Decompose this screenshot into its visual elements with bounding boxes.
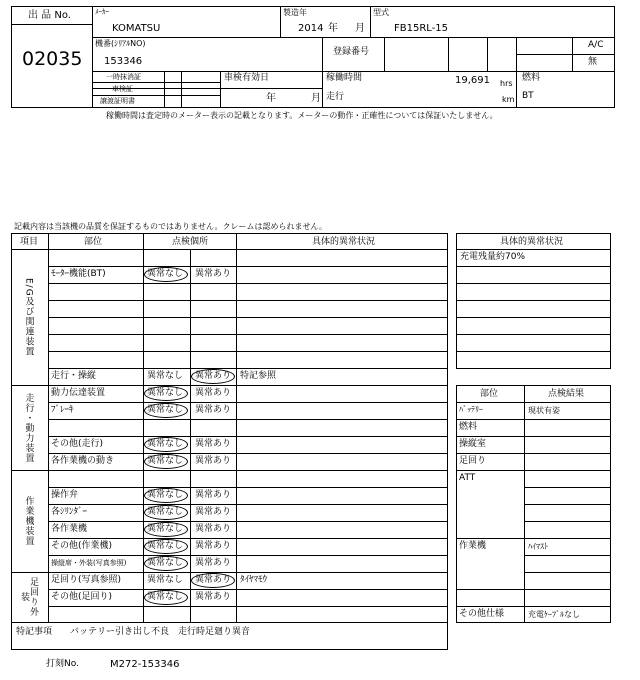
table-rule xyxy=(11,233,12,622)
ok-option: 異常なし xyxy=(147,507,184,517)
table-rule xyxy=(456,436,610,437)
circle-mark-icon xyxy=(144,505,188,520)
ng-option: 異常あり xyxy=(195,405,232,415)
ok-option: 異常なし xyxy=(147,388,184,398)
ok-option: 異常なし xyxy=(147,592,184,602)
ng-option: 異常あり xyxy=(195,507,232,517)
ng-option: 異常あり xyxy=(195,371,232,381)
ok-option: 異常なし xyxy=(147,490,184,500)
row-part: 各ｼﾘﾝﾀﾞｰ xyxy=(51,507,88,517)
row-part: 足回り(写真参照) xyxy=(51,575,122,585)
row-rule xyxy=(48,521,447,522)
row-part: ﾌﾞﾚｰｷ xyxy=(51,405,74,415)
table-rule xyxy=(456,453,610,454)
serial-value: 153346 xyxy=(104,56,143,67)
header-part: 部位 xyxy=(84,237,103,247)
ng-option: 異常あり xyxy=(195,269,232,279)
ng-option: 異常あり xyxy=(195,575,232,585)
result-row-part: 作業機 xyxy=(459,541,487,551)
row-detail: ﾀｲﾔﾏﾓｳ xyxy=(240,575,268,585)
ok-option: 異常なし xyxy=(147,439,184,449)
result-row-part: 燃料 xyxy=(459,422,478,432)
year-label: 製造年 xyxy=(283,8,307,17)
ng-option: 異常あり xyxy=(195,524,232,534)
section-rule xyxy=(11,572,447,573)
ok-option: 異常なし xyxy=(147,269,184,279)
row-part: 動力伝達装置 xyxy=(51,388,106,398)
ng-option: 異常あり xyxy=(195,558,232,568)
result-row-value: 現状有姿 xyxy=(528,406,560,415)
table-rule xyxy=(524,487,610,488)
header-check: 点検個所 xyxy=(172,237,209,247)
section-label-2: 作業機装置 xyxy=(23,496,34,546)
row-rule xyxy=(48,487,447,488)
table-rule xyxy=(610,233,611,369)
section-rule xyxy=(11,470,447,471)
result-row-part: 操縦室 xyxy=(459,439,487,449)
ng-option: 異常あり xyxy=(195,592,232,602)
section-label-1: 走行・動力装置 xyxy=(23,392,34,463)
registration-label: 登録番号 xyxy=(333,47,370,57)
ok-option: 異常なし xyxy=(147,575,184,585)
table-rule xyxy=(456,622,610,623)
ok-option: 異常なし xyxy=(147,456,184,466)
row-rule xyxy=(48,555,447,556)
row-rule xyxy=(48,453,447,454)
table-rule xyxy=(524,572,610,573)
row-rule xyxy=(48,283,447,284)
month-unit: 月 xyxy=(355,23,365,34)
result-row-part: ATT xyxy=(459,473,476,483)
row-rule xyxy=(48,436,447,437)
table-rule xyxy=(456,266,610,267)
row-rule xyxy=(48,300,447,301)
result-row-part: 足回り xyxy=(459,456,487,466)
section-rule xyxy=(11,385,447,386)
ac-value: 無 xyxy=(588,57,598,67)
table-rule xyxy=(456,233,457,369)
circle-mark-icon xyxy=(144,488,188,503)
row-rule xyxy=(48,317,447,318)
abnormality-header: 具体的異常状況 xyxy=(500,237,564,247)
lot-label: 出 品 No. xyxy=(28,10,71,21)
circle-mark-icon xyxy=(144,522,188,537)
year-value: 2014 xyxy=(298,23,324,34)
row-part: 各作業機の動き xyxy=(51,456,115,466)
row-rule xyxy=(48,402,447,403)
remarks-label: 特記事項 xyxy=(16,627,53,637)
table-rule xyxy=(524,385,525,623)
result-row-value: ﾊｲﾏｽﾄ xyxy=(528,542,548,551)
result-header-result: 点検結果 xyxy=(548,389,585,399)
row-rule xyxy=(48,606,447,607)
row-part: その他(走行) xyxy=(51,439,104,449)
table-rule xyxy=(524,555,610,556)
table-rule xyxy=(456,606,610,607)
year-unit: 年 xyxy=(328,23,338,34)
row-rule xyxy=(48,266,447,267)
table-rule xyxy=(48,233,49,622)
cert-label-3: 譲渡証明書 xyxy=(100,97,135,105)
cert-label-2: 車検証 xyxy=(112,85,133,93)
table-rule xyxy=(11,622,447,623)
hours-label: 稼働時間 xyxy=(326,73,363,83)
abnormality-line: 充電残量約70% xyxy=(460,252,526,262)
table-rule xyxy=(456,419,610,420)
section-label-0: E/G及び関連装置 xyxy=(23,277,34,357)
maker-value: KOMATSU xyxy=(112,23,161,34)
row-part: その他(作業機) xyxy=(51,541,113,551)
table-rule xyxy=(456,385,610,386)
row-detail: 特記参照 xyxy=(240,371,277,381)
model-value: FB15RL-15 xyxy=(394,23,449,34)
shaken-label: 車検有効日 xyxy=(224,73,270,83)
table-rule xyxy=(11,233,447,234)
ok-option: 異常なし xyxy=(147,524,184,534)
model-label: 型式 xyxy=(373,8,389,17)
row-rule xyxy=(48,419,447,420)
table-rule xyxy=(456,538,610,539)
table-rule xyxy=(456,402,610,403)
ng-option: 異常あり xyxy=(195,388,232,398)
hours-disclaimer: 稼働時間は査定時のメーター表示の記載となります。メーターの動作・正確性については保証いたしません。 xyxy=(106,111,498,120)
row-part: その他(足回り) xyxy=(51,592,113,602)
maker-label: ﾒｰｶｰ xyxy=(95,8,109,16)
table-rule xyxy=(456,283,610,284)
ac-label: A/C xyxy=(588,40,604,50)
row-part: 走行・操縦 xyxy=(51,371,97,381)
shaken-year-unit: 年 xyxy=(266,93,276,104)
row-rule xyxy=(48,538,447,539)
table-rule xyxy=(456,249,610,250)
result-header-part: 部位 xyxy=(480,389,499,399)
shaken-month-unit: 月 xyxy=(311,93,321,104)
circle-mark-icon xyxy=(144,539,188,554)
row-part: 各作業機 xyxy=(51,524,88,534)
row-rule xyxy=(48,368,447,369)
section-label-3: 足回り外装 xyxy=(19,577,38,617)
ng-option: 異常あり xyxy=(195,456,232,466)
ng-option: 異常あり xyxy=(195,439,232,449)
table-rule xyxy=(456,300,610,301)
circle-mark-icon xyxy=(144,556,188,571)
circle-mark-icon xyxy=(144,267,188,282)
table-rule xyxy=(456,317,610,318)
table-rule xyxy=(456,351,610,352)
stamp-value: M272-153346 xyxy=(110,659,180,670)
table-rule xyxy=(236,233,237,622)
table-rule xyxy=(524,521,610,522)
ng-option: 異常あり xyxy=(195,490,232,500)
ok-option: 異常なし xyxy=(147,558,184,568)
row-rule xyxy=(48,334,447,335)
result-row-part: ﾊﾞｯﾃﾘｰ xyxy=(459,405,483,414)
circle-mark-icon xyxy=(144,386,188,401)
lot-number: 02035 xyxy=(22,48,83,70)
fuel-value: BT xyxy=(522,91,534,101)
ok-option: 異常なし xyxy=(147,541,184,551)
stamp-label: 打刻No. xyxy=(46,659,79,669)
table-rule xyxy=(447,233,448,622)
header-detail: 具体的異常状況 xyxy=(312,237,376,247)
table-rule xyxy=(456,368,610,369)
header-item: 項目 xyxy=(20,237,39,247)
fuel-label: 燃料 xyxy=(522,73,541,83)
remarks-text: バッテリー引き出し不良 走行時足廻り異音 xyxy=(70,627,251,637)
table-rule xyxy=(456,385,457,623)
ng-option: 異常あり xyxy=(195,541,232,551)
ok-option: 異常なし xyxy=(147,405,184,415)
cert-label-1: 一時抹消証 xyxy=(106,73,141,81)
table-rule xyxy=(456,334,610,335)
row-part: 操縦席・外装(写真参照) xyxy=(51,559,127,567)
table-rule xyxy=(456,233,610,234)
table-rule xyxy=(456,470,610,471)
km-label: 走行 xyxy=(326,92,345,102)
row-rule xyxy=(48,504,447,505)
circle-mark-icon xyxy=(144,454,188,469)
table-rule xyxy=(11,649,447,650)
quality-disclaimer: 記載内容は当該機の品質を保証するものではありません。クレームは認められません。 xyxy=(14,222,327,231)
row-rule xyxy=(48,589,447,590)
hours-unit: hrs xyxy=(500,79,513,88)
serial-label: 機番(ｼﾘｱﾙNO) xyxy=(95,39,146,48)
table-rule xyxy=(524,504,610,505)
circle-mark-icon xyxy=(144,437,188,452)
table-rule xyxy=(11,622,12,650)
result-row-value: 充電ｹｰﾌﾞﾙなし xyxy=(528,610,580,619)
result-row-part: その他仕様 xyxy=(459,609,505,619)
ok-option: 異常なし xyxy=(147,371,184,381)
table-rule xyxy=(610,385,611,623)
row-rule xyxy=(48,351,447,352)
row-part: 操作弁 xyxy=(51,490,79,500)
circle-mark-icon xyxy=(144,403,188,418)
table-rule xyxy=(11,249,447,250)
circle-mark-icon xyxy=(144,590,188,605)
circle-mark-icon xyxy=(191,573,235,588)
table-rule xyxy=(447,622,448,650)
table-rule xyxy=(456,589,610,590)
row-part: ﾓｰﾀｰ機能(BT) xyxy=(51,269,106,279)
hours-value: 19,691 xyxy=(455,75,490,86)
km-unit: km xyxy=(502,95,515,104)
circle-mark-icon xyxy=(191,369,235,384)
